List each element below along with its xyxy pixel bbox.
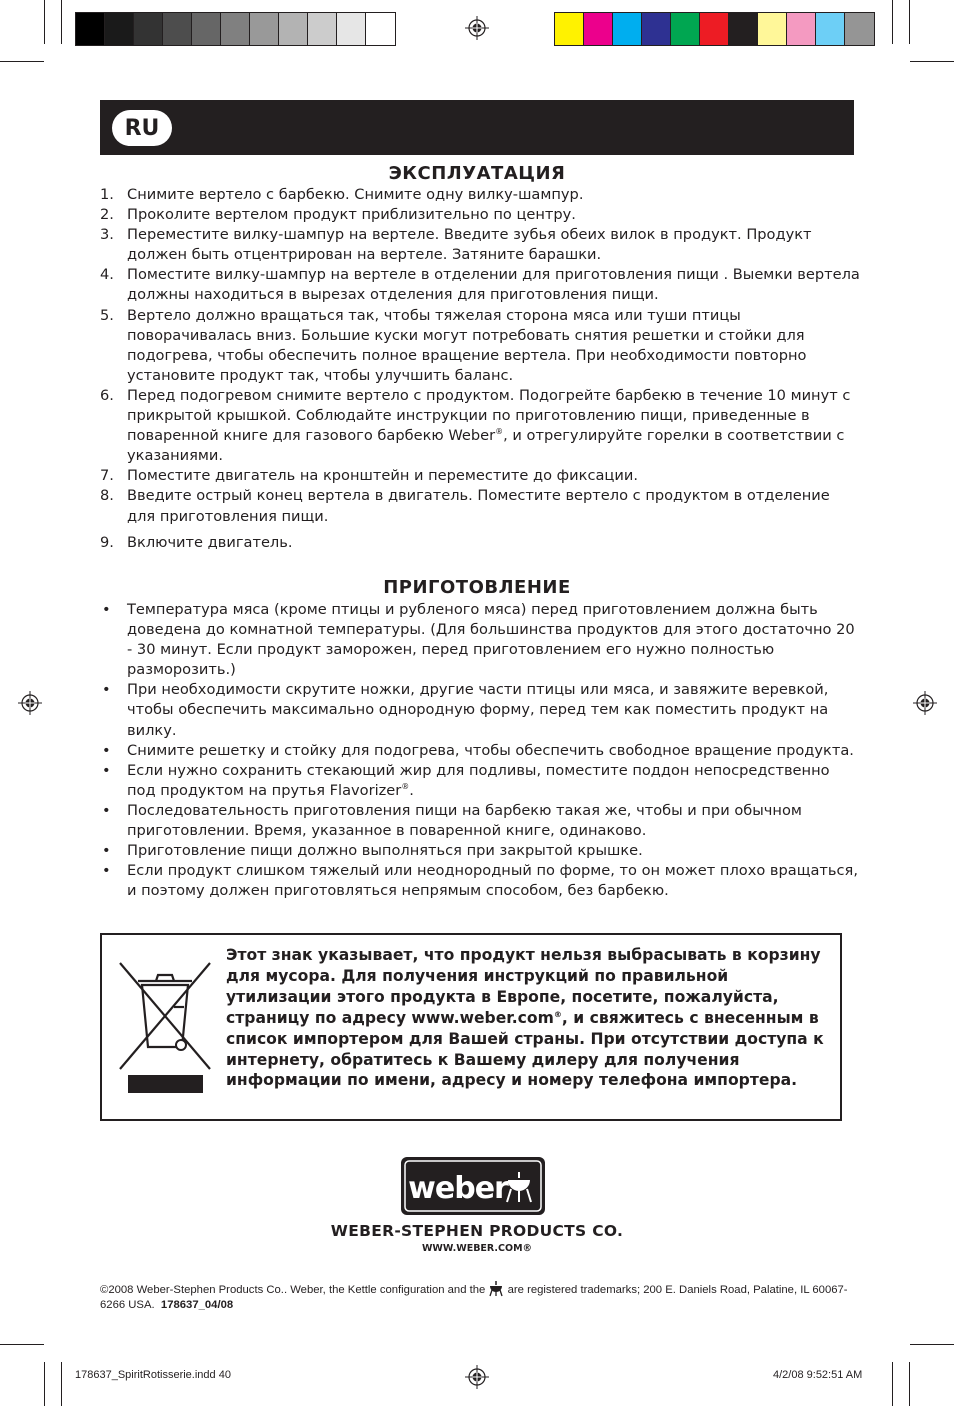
disposal-notice-text: Этот знак указывает, что продукт нельзя выбрасывать в корзину для мусора. Для получения инструкций по правильной утилизации этого продукта в Европе, посетите, пожалуйста, страницу по адресу www.weber.com®, и свяжитесь с внесенным в список импортером для Вашей страны. При отсутствии доступа к интернету, обратитесь к Вашему дилеру для получения информации по имени, адресу и номеру телефона импортера.	[226, 946, 824, 1090]
date-slug: 4/2/08 9:52:51 AM	[773, 1369, 863, 1381]
legal-notice: ©2008 Weber-Stephen Products Co.. Weber, the Kettle configuration and the are registered trademarks; 200 E. Daniels Road, Palatine, IL 60067-6266 USA. 178637_04/08	[100, 1279, 860, 1313]
step-text: Введите острый конец вертела в двигатель. Поместите вертело с продуктом в отделение для приготовления пищи.	[127, 487, 830, 525]
cooking-tip	[100, 861, 860, 901]
color-swatch	[134, 13, 163, 45]
color-swatch	[366, 13, 395, 45]
crop-mark	[910, 61, 954, 62]
crop-mark	[44, 1362, 45, 1406]
tip-text: .	[409, 781, 414, 799]
color-swatch	[642, 13, 671, 45]
registration-mark-icon	[913, 691, 937, 715]
cooking-tip	[100, 841, 860, 861]
bullet-icon: •	[102, 862, 111, 880]
color-swatch	[337, 13, 366, 45]
crop-mark	[910, 1344, 954, 1345]
operation-step	[100, 265, 860, 305]
step-text: Вертело должно вращаться так, чтобы тяжелая сторона мяса или туши птицы поворачивалась вниз. Большие куски могут потребовать снятия решетки и стойки для подогрева, чтобы обеспечить полное вращение вертела. При необходимости повторно установите продукт так, чтобы улучшить баланс.	[127, 306, 807, 384]
crop-mark	[909, 1362, 910, 1406]
weber-logo	[400, 1156, 546, 1216]
language-header-band	[100, 100, 854, 155]
step-number: 1.	[100, 186, 114, 203]
crop-mark	[0, 61, 44, 62]
bullet-icon: •	[102, 681, 111, 699]
tip-text: При необходимости скрутите ножки, другие части птицы или мяса, и завяжите веревкой, чтобы обеспечить максимально однородную форму, перед тем как поместить продукт на вилку.	[127, 681, 829, 739]
color-swatch	[816, 13, 845, 45]
step-number: 7.	[100, 467, 114, 485]
step-text: Проколите вертелом продукт приблизительно по центру.	[127, 206, 576, 224]
color-swatch	[555, 13, 584, 45]
crop-mark	[909, 0, 910, 44]
color-swatch	[279, 13, 308, 45]
crop-mark	[0, 1344, 44, 1345]
color-swatch	[787, 13, 816, 45]
kettle-grill-icon	[488, 1279, 504, 1297]
operation-step	[100, 306, 860, 386]
cooking-tip	[100, 801, 860, 841]
step-number: 9.	[100, 533, 114, 551]
cooking-tip	[100, 600, 860, 680]
cooking-tip	[100, 680, 860, 740]
step-number: 5.	[100, 306, 114, 324]
bullet-icon: •	[102, 761, 111, 779]
color-swatch	[192, 13, 221, 45]
cooking-heading: ПРИГОТОВЛЕНИЕ	[383, 577, 571, 598]
company-name: WEBER-STEPHEN PRODUCTS CO.	[330, 1222, 624, 1240]
color-swatch	[613, 13, 642, 45]
step-text: Переместите вилку-шампур на вертеле. Введите зубья обеих вилок в продукт. Продукт должен быть отцентрирован на вертеле. Затяните барашки.	[127, 226, 812, 264]
operation-step	[100, 185, 860, 205]
color-swatch	[700, 13, 729, 45]
step-number: 6.	[100, 386, 114, 404]
color-swatch	[105, 13, 134, 45]
color-swatch	[163, 13, 192, 45]
file-slug: 178637_SpiritRotisserie.indd 40	[75, 1369, 231, 1381]
operation-heading: ЭКСПЛУАТАЦИЯ	[388, 163, 566, 184]
company-url: WWW.WEBER.COM®	[421, 1243, 533, 1254]
disposal-notice-box	[100, 933, 842, 1121]
tip-text: Если нужно сохранить стекающий жир для подливы, поместите поддон непосредственно под продуктом на прутья Flavorizer	[127, 761, 830, 799]
bin-underline-bar	[128, 1075, 203, 1093]
operation-step	[100, 533, 860, 553]
bullet-icon: •	[102, 801, 111, 819]
operation-step	[100, 466, 860, 486]
color-swatch	[671, 13, 700, 45]
step-number: 3.	[100, 226, 114, 244]
step-number: 2.	[100, 206, 114, 224]
step-text: Перед подогревом снимите вертело с продуктом. Подогрейте барбекю в течение 10 минут с прикрытой крышкой. Соблюдайте инструкции по приготовлению пищи, приведенные в поваренной книге для газового барбекю Weber	[127, 386, 851, 445]
step-number: 8.	[100, 487, 114, 505]
logo-wordmark: weber	[408, 1171, 508, 1206]
grayscale-color-bar	[75, 12, 396, 46]
tip-text: Если продукт слишком тяжелый или неоднородный по форме, то он может плохо вращаться, и поэтому должен приготовляться непрямым способом, без барбекю.	[127, 862, 858, 900]
operation-step	[100, 205, 860, 225]
color-swatch	[845, 13, 874, 45]
step-text: Поместите вилку-шампур на вертеле в отделении для приготовления пищи . Выемки вертела должны находиться в вырезах отделения для приготовления пищи.	[127, 266, 860, 304]
tip-text: Приготовление пищи должно выполняться при закрытой крышке.	[127, 842, 643, 860]
bullet-icon: •	[102, 601, 111, 618]
bullet-icon: •	[102, 741, 111, 759]
color-swatch	[76, 13, 105, 45]
step-text: Включите двигатель.	[127, 533, 293, 551]
crop-mark	[44, 0, 45, 44]
operation-step	[100, 225, 860, 265]
step-text: , и отрегулируйте горелки в соответствии с указаниями.	[127, 427, 845, 465]
cooking-tip	[100, 741, 860, 761]
color-swatch	[308, 13, 337, 45]
process-color-bar	[554, 12, 875, 46]
operation-steps-list	[100, 185, 860, 553]
cooking-tips-list	[100, 600, 860, 901]
color-swatch	[250, 13, 279, 45]
tip-text: Последовательность приготовления пищи на барбекю такая же, чтобы и при обычном приготовлении. Время, указанное в поваренной книге, одинаково.	[127, 801, 802, 840]
crossed-out-wheelie-bin-icon	[118, 961, 212, 1073]
registration-mark-icon	[465, 1365, 489, 1389]
bullet-icon: •	[102, 842, 111, 860]
registration-mark-icon	[18, 691, 42, 715]
language-badge: RU	[112, 110, 172, 146]
operation-step	[100, 486, 860, 526]
step-number: 4.	[100, 266, 114, 284]
cooking-tip	[100, 761, 860, 801]
color-swatch	[729, 13, 758, 45]
registered-mark: ®	[495, 427, 504, 437]
color-swatch	[758, 13, 787, 45]
crop-mark	[61, 0, 62, 44]
crop-mark	[892, 0, 893, 44]
registration-mark-icon	[465, 16, 489, 40]
step-text: Поместите двигатель на кронштейн и переместите до фиксации.	[127, 467, 638, 485]
registered-mark: ®	[401, 781, 410, 791]
tip-text: Снимите решетку и стойку для подогрева, чтобы обеспечить свободное вращение продукта.	[127, 741, 854, 759]
step-text: Снимите вертело с барбекю. Снимите одну вилку-шампур.	[127, 186, 584, 203]
color-swatch	[584, 13, 613, 45]
crop-mark	[61, 1362, 62, 1406]
crop-mark	[892, 1362, 893, 1406]
operation-step	[100, 386, 860, 466]
color-swatch	[221, 13, 250, 45]
tip-text: Температура мяса (кроме птицы и рубленого мяса) перед приготовлением должна быть доведена до комнатной температуры. (Для большинства продуктов для этого достаточно 20 - 30 минут. Если продукт заморожен, перед приготовлением его нужно полностью разморозить.)	[127, 601, 855, 679]
